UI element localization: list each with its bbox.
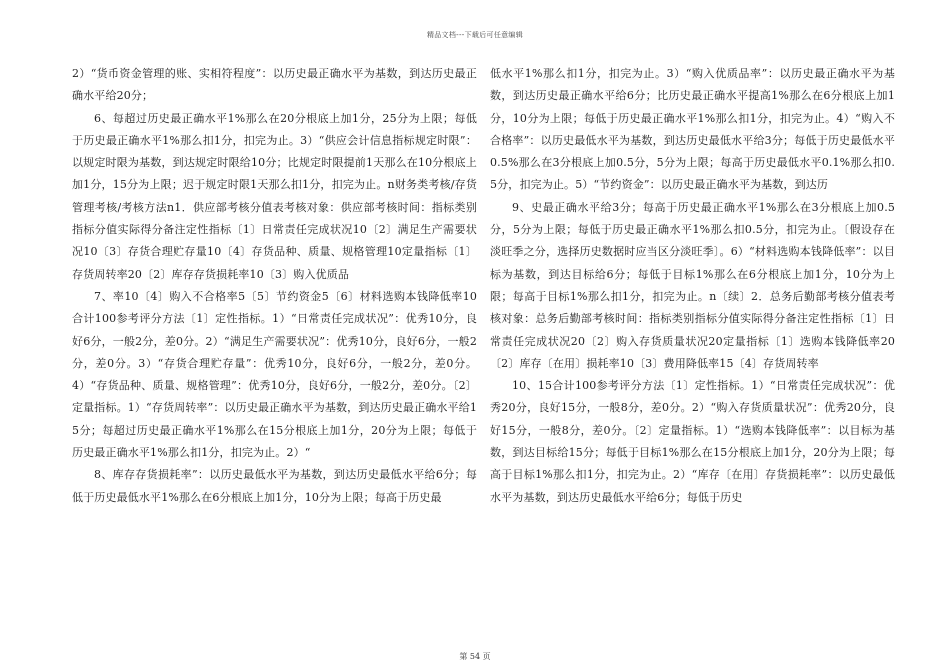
paragraph: 7、率10〔4〕购入不合格率5〔5〕节约资金5〔6〕材料选购本钱降低率10合计100参考评分方法〔1〕定性指标。1）“日常责任完成状况”：优秀10分，良好6分，一般2分，差0分。2）“满足生产需要状况”：优秀10分，良好6分，一般2分，差0分。3）“存货合理贮存量”：优秀10分，良好6分，一般2分，差0分。4）“存货品种、质量、规格管理”：优秀10分，良好6分，一般2分，差0分。〔2〕定量指标。1）“存货周转率”：以历史最正确水平为基数，到达历史最正确水平给15分；每超过历史最正确水平1%那么在15分根底上加1分，20分为上限；每低于历史最正确水平1%那么扣1分，扣完为止。2）“ (72, 289, 477, 460)
paragraph: 10、15合计100参考评分方法〔1〕定性指标。1）“日常责任完成状况”：优秀20分，良好15分，一般8分，差0分。2）“购入存货质量状况”：优秀20分，良好15分，一般8分，差0分。〔2〕定量指标。1）“选购本钱降低率”：以目标为基数，到达目标给15分；每低于目标1%那么在15分根底上加1分，20分为上限；每高于目标1%那么扣1分，扣完为止。2）“库存〔在用〕存货损耗率”：以历史最低水平为基数，到达历史最低水平给6分；每低于历史 (490, 379, 895, 504)
page-header: 精品文档---下载后可任意编辑 (426, 31, 524, 39)
paragraph: 8、库存存货损耗率”：以历史最低水平为基数，到达历史最低水平给6分；每低于历史最低水平1%那么在6分根底上加1分，10分为上限；每高于历史最 (72, 468, 477, 504)
paragraph: 低水平1%那么扣1分，扣完为止。3）“购入优质品率”：以历史最正确水平为基数，到达历史最正确水平给6分；比历史最正确水平提高1%那么在6分根底上加1分，10分为上限；每低于历史最正确水平1%那么扣1分，扣完为止。4）“购入不合格率”：以历史最低水平为基数，到达历史最低水平给3分；每低于历史最低水平0.5%那么在3分根底上加0.5分，5分为上限；每高于历史最低水平0.1%那么扣0.5分，扣完为止。5）“节约资金”：以历史最正确水平为基数，到达历 (490, 67, 895, 192)
page-number: 第 54 页 (459, 652, 491, 661)
paragraph: 2）“货币资金管理的账、实相符程度”：以历史最正确水平为基数，到达历史最正确水平给20分； (72, 67, 477, 103)
paragraph: 9、史最正确水平给3分；每高于历史最正确水平1%那么在3分根底上加0.5分，5分为上限；每低于历史最正确水平1%那么扣0.5分，扣完为止。〔假设存在淡旺季之分，选择历史数据时应当区分淡旺季〕。6）“材料选购本钱降低率”：以目标为基数，到达目标给6分；每低于目标1%那么在6分根底上加1分，10分为上限；每高于目标1%那么扣1分，扣完为止。n〔续〕2．总务后勤部考核分值表考核对象：总务后勤部考核时间：指标类别指标分值实际得分备注定性指标〔1〕日常责任完成状况20〔2〕购入存货质量状况20定量指标〔1〕选购本钱降低率20〔2〕库存〔在用〕损耗率10〔3〕费用降低率15〔4〕存货周转率 (490, 200, 895, 370)
paragraph: 6、每超过历史最正确水平1%那么在20分根底上加1分，25分为上限；每低于历史最正确水平1%那么扣1分，扣完为止。3）“供应会计信息指标规定时限”：以规定时限为基数，到达规定时限给10分；比规定时限提前1天那么在10分根底上加1分，15分为上限；迟于规定时限1天那么扣1分，扣完为止。n财务类考核/存货管理考核/考核方法n1．供应部考核分值表考核对象：供应部考核时间：指标类别指标分值实际得分备注定性指标〔1〕日常责任完成状况10〔2〕满足生产需要状况10〔3〕存货合理贮存量10〔4〕存货品种、质量、规格管理10定量指标〔1〕存货周转率20〔2〕库存存货损耗率10〔3〕购入优质品 (72, 111, 477, 281)
right-column (490, 63, 895, 509)
left-column (72, 63, 477, 509)
